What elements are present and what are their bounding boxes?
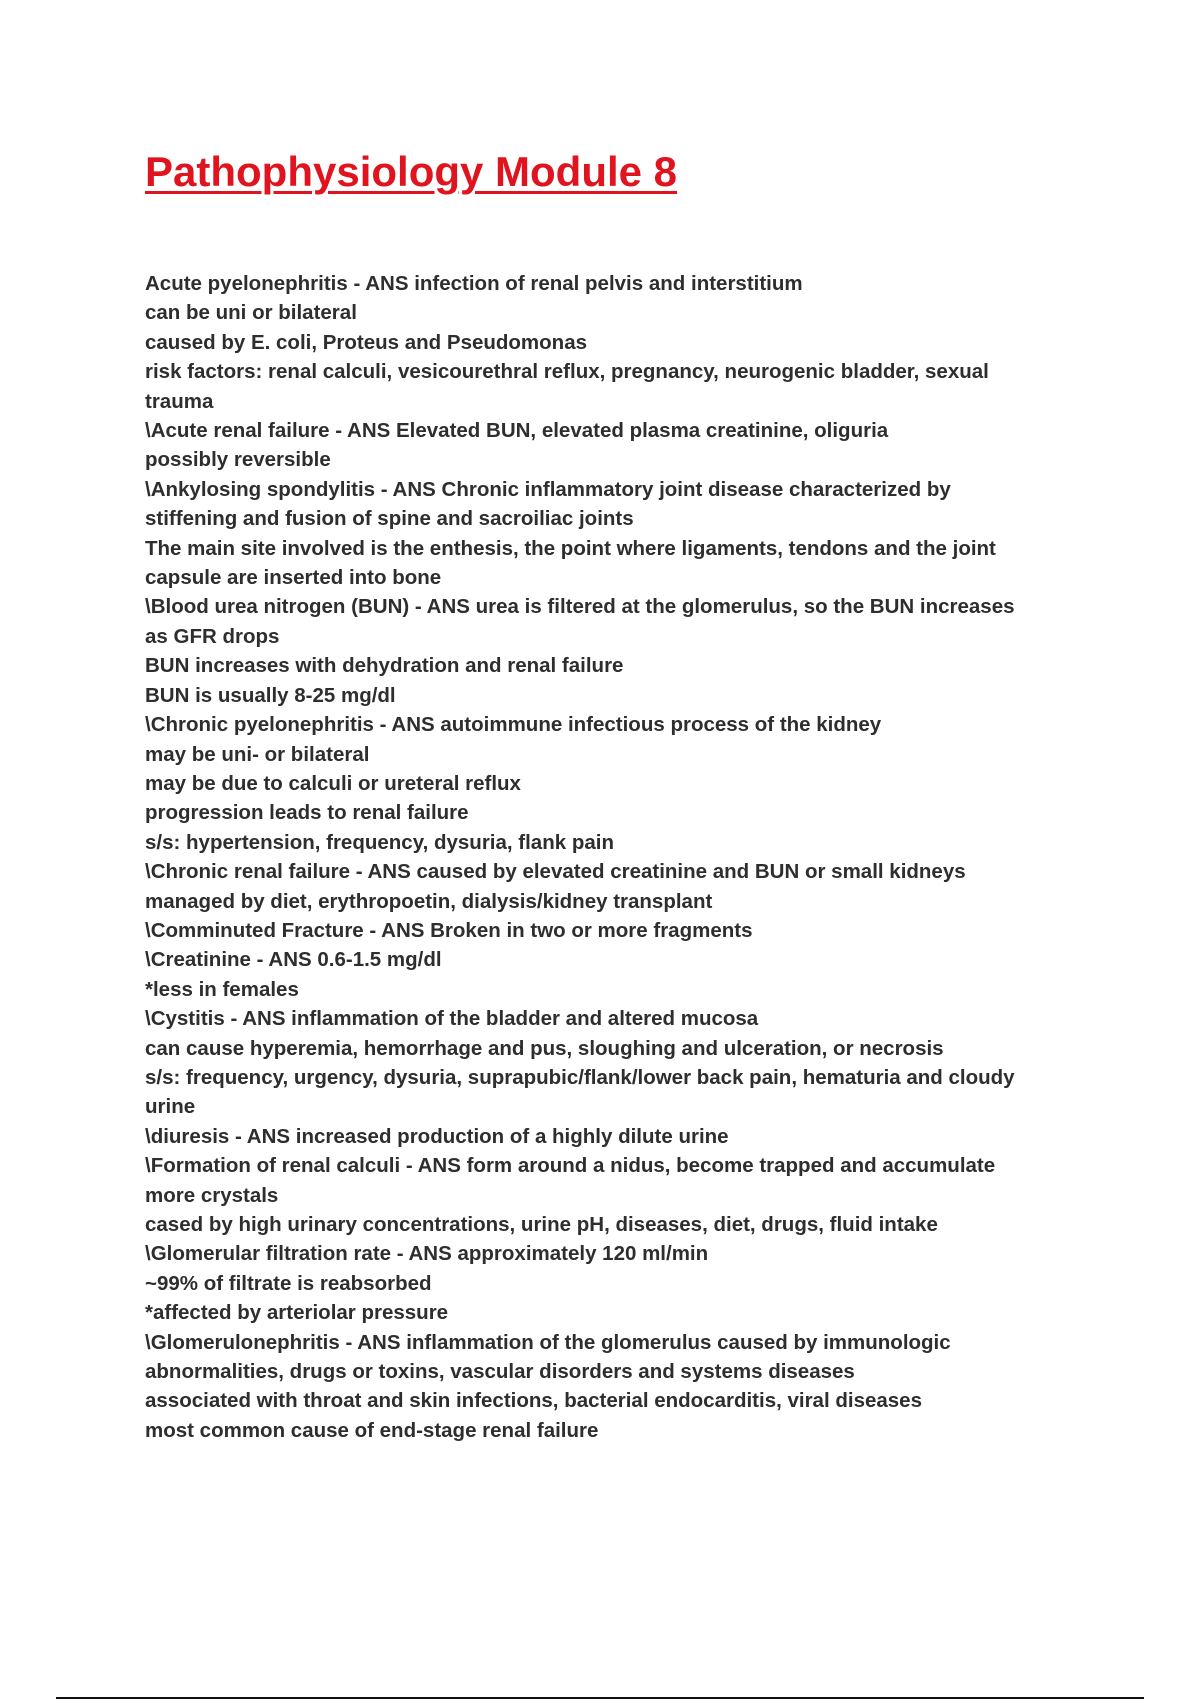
body-line: The main site involved is the enthesis, the point where ligaments, tendons and the joint: [145, 536, 996, 560]
document-body: [145, 269, 1105, 1445]
body-line: s/s: frequency, urgency, dysuria, suprapubic/flank/lower back pain, hematuria and cloudy: [145, 1065, 1015, 1089]
body-line: managed by diet, erythropoetin, dialysis/kidney transplant: [145, 889, 713, 913]
body-line: capsule are inserted into bone: [145, 566, 442, 590]
body-line: progression leads to renal failure: [145, 801, 469, 825]
body-line: most common cause of end-stage renal failure: [145, 1418, 599, 1442]
body-line: trauma: [145, 389, 214, 413]
body-line: as GFR drops: [145, 624, 280, 648]
body-line: more crystals: [145, 1183, 279, 1207]
body-line: \Chronic pyelonephritis - ANS autoimmune infectious process of the kidney: [145, 713, 882, 737]
body-line: *affected by arteriolar pressure: [145, 1301, 449, 1325]
body-line: cased by high urinary concentrations, urine pH, diseases, diet, drugs, fluid intake: [145, 1213, 938, 1236]
body-line: \Cystitis - ANS inflammation of the bladder and altered mucosa: [145, 1007, 759, 1031]
body-line: \Comminuted Fracture - ANS Broken in two or more fragments: [145, 918, 753, 942]
body-line: associated with throat and skin infections, bacterial endocarditis, viral diseases: [145, 1389, 922, 1413]
body-line: possibly reversible: [145, 448, 331, 472]
body-line: \Ankylosing spondylitis - ANS Chronic inflammatory joint disease characterized by: [145, 477, 951, 501]
body-line: s/s: hypertension, frequency, dysuria, flank pain: [145, 830, 614, 854]
footer-divider: [56, 1697, 1144, 1699]
body-line: can be uni or bilateral: [145, 301, 357, 325]
body-line: BUN increases with dehydration and renal failure: [145, 654, 624, 678]
body-line: \Chronic renal failure - ANS caused by elevated creatinine and BUN or small kidneys: [145, 860, 966, 884]
body-line: \Acute renal failure - ANS Elevated BUN, elevated plasma creatinine, oliguria: [145, 419, 889, 443]
body-line: \Glomerulonephritis - ANS inflammation of the glomerulus caused by immunologic: [145, 1330, 951, 1354]
body-line: \Glomerular filtration rate - ANS approximately 120 ml/min: [145, 1242, 709, 1266]
document-title: Pathophysiology Module 8: [145, 148, 678, 195]
body-line: \Formation of renal calculi - ANS form around a nidus, become trapped and accumulate: [145, 1154, 996, 1178]
body-line: *less in females: [145, 977, 299, 1001]
body-line: Acute pyelonephritis - ANS infection of renal pelvis and interstitium: [145, 272, 803, 295]
body-line: ~99% of filtrate is reabsorbed: [145, 1271, 432, 1295]
body-line: BUN is usually 8-25 mg/dl: [145, 683, 396, 707]
body-line: \Creatinine - ANS 0.6-1.5 mg/dl: [145, 948, 442, 972]
body-line: caused by E. coli, Proteus and Pseudomonas: [145, 330, 588, 354]
body-line: abnormalities, drugs or toxins, vascular disorders and systems diseases: [145, 1360, 855, 1384]
body-line: may be uni- or bilateral: [145, 742, 370, 766]
body-line: may be due to calculi or ureteral reflux: [145, 771, 521, 795]
body-line: risk factors: renal calculi, vesicourethral reflux, pregnancy, neurogenic bladder, sexual: [145, 360, 989, 384]
body-line: \Blood urea nitrogen (BUN) - ANS urea is filtered at the glomerulus, so the BUN increases: [145, 595, 1015, 619]
body-line: \diuresis - ANS increased production of a highly dilute urine: [145, 1124, 729, 1148]
body-line: urine: [145, 1095, 196, 1119]
body-line: can cause hyperemia, hemorrhage and pus, sloughing and ulceration, or necrosis: [145, 1036, 944, 1060]
body-line: stiffening and fusion of spine and sacroiliac joints: [145, 507, 634, 531]
